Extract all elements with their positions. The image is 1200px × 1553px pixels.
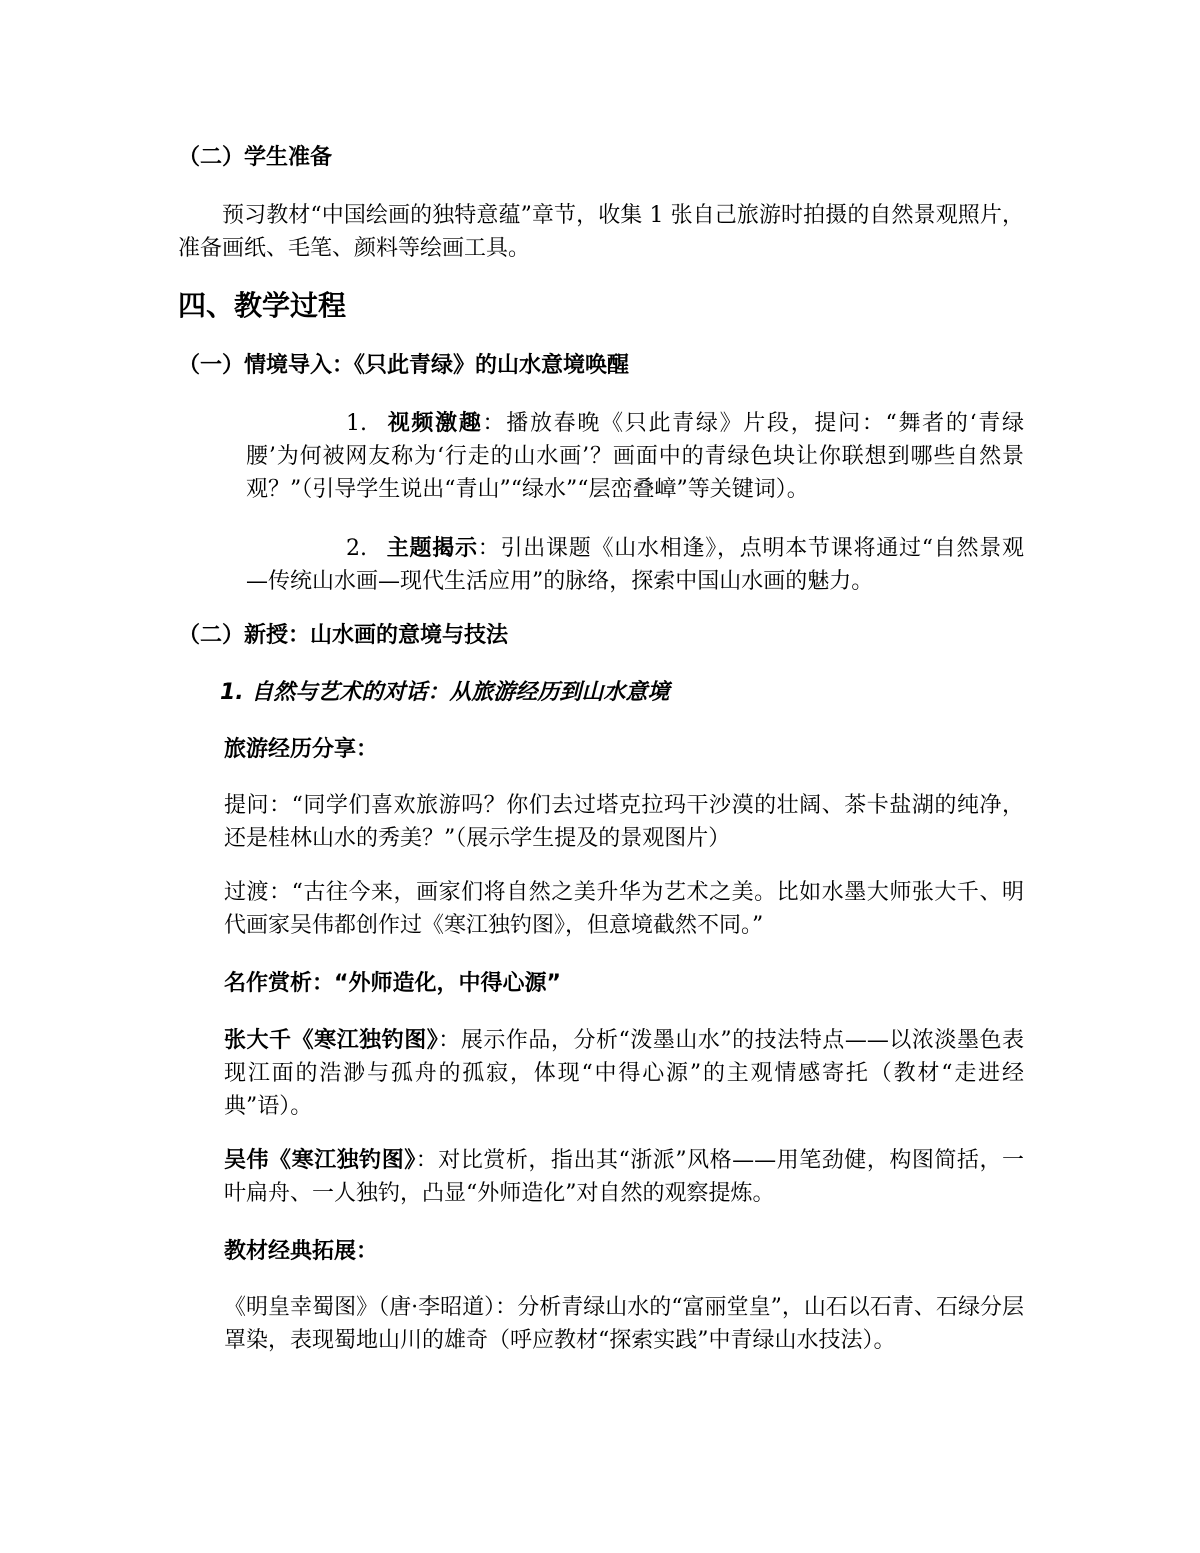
intro-item-1-separator: ： xyxy=(482,411,507,436)
transition-text: 过渡：“古往今来，画家们将自然之美升华为艺术之美。比如水墨大师张大千、明代画家吴伟都创作过《寒江独钓图》，但意境截然不同。” xyxy=(224,880,1024,938)
masterpiece-heading: 名作赏析：“外师造化，中得心源” xyxy=(224,971,561,996)
wu-wei-label: 吴伟《寒江独钓图》 xyxy=(224,1148,416,1173)
wu-wei-analysis xyxy=(224,1144,1024,1210)
intro-item-2 xyxy=(246,532,1024,598)
travel-share-heading: 旅游经历分享： xyxy=(224,737,379,762)
new-lesson-heading: （二）新授：山水画的意境与技法 xyxy=(178,623,509,648)
intro-heading: （一）情境导入：《只此青绿》的山水意境唤醒 xyxy=(178,353,630,378)
wu-wei-text: ：对比赏析，指出其“浙派”风格——用笔劲健，构图简括，一叶扁舟、一人独钓，凸显“外师造化”对自然的观察提炼。 xyxy=(224,1148,1024,1206)
new-lesson-subheading-1: 1. 自然与艺术的对话：从旅游经历到山水意境 xyxy=(220,680,670,705)
student-prep-heading: （二）学生准备 xyxy=(178,145,333,170)
intro-item-2-label: 主题揭示 xyxy=(386,536,478,561)
zhang-daqian-analysis xyxy=(224,1024,1024,1123)
intro-item-1-text: 播放春晚《只此青绿》片段，提问：“舞者的‘青绿腰’为何被网友称为‘行走的山水画’？画面中的青绿色块让你联想到哪些自然景观？”（引导学生说出“青山”“绿水”“层峦叠嶂”等关键词）。 xyxy=(246,411,1024,502)
intro-item-1 xyxy=(246,407,1024,506)
zhang-daqian-label: 张大千《寒江独钓图》 xyxy=(224,1028,439,1053)
intro-item-1-number: 1. xyxy=(346,411,367,436)
zhang-daqian-text: ：展示作品，分析“泼墨山水”的技法特点——以浓淡墨色表现江面的浩渺与孤舟的孤寂，体现“中得心源”的主观情感寄托（教材“走进经典”语）。 xyxy=(224,1028,1024,1119)
textbook-extension-text: 《明皇幸蜀图》（唐·李昭道）：分析青绿山水的“富丽堂皇”，山石以石青、石绿分层罩染，表现蜀地山川的雄奇（呼应教材“探索实践”中青绿山水技法）。 xyxy=(224,1295,1024,1353)
textbook-extension-heading: 教材经典拓展： xyxy=(224,1239,379,1264)
intro-item-2-text: 引出课题《山水相逢》，点明本节课将通过“自然景观—传统山水画—现代生活应用”的脉络，探索中国山水画的魅力。 xyxy=(246,536,1024,594)
student-prep-body: 预习教材“中国绘画的独特意蕴”章节，收集 1 张自己旅游时拍摄的自然景观照片，准备画纸、毛笔、颜料等绘画工具。 xyxy=(178,203,1024,261)
intro-item-2-number: 2. xyxy=(346,536,367,561)
section-4-heading: 四、教学过程 xyxy=(178,289,347,322)
intro-item-2-separator: ： xyxy=(477,536,501,561)
travel-question: 提问：“同学们喜欢旅游吗？你们去过塔克拉玛干沙漠的壮阔、茶卡盐湖的纯净，还是桂林山水的秀美？”（展示学生提及的景观图片） xyxy=(224,793,1024,851)
intro-item-1-label: 视频激趣 xyxy=(386,411,483,436)
